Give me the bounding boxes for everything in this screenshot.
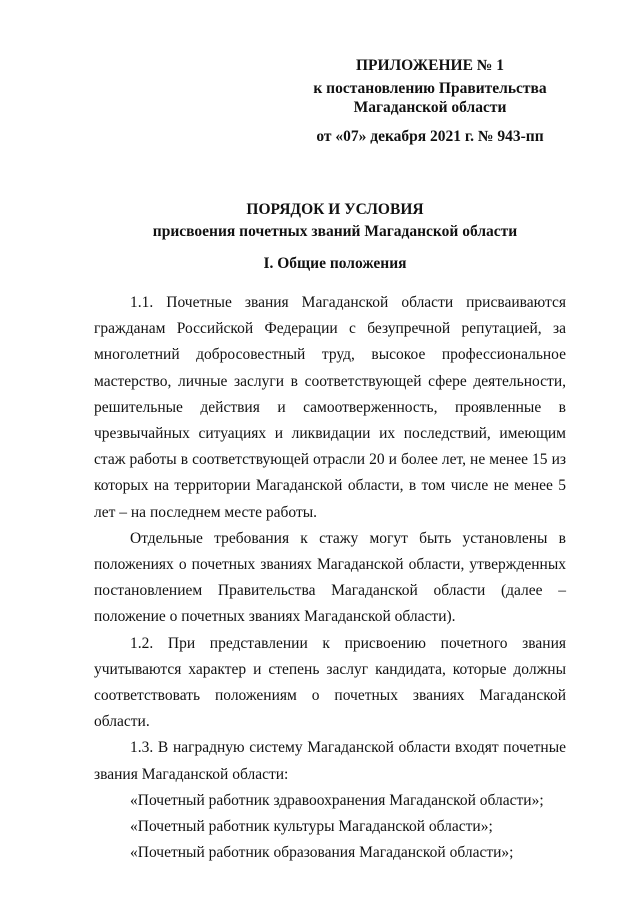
paragraph-1-2: 1.2. При представлении к присвоению почетного звания учитываются характер и степень заслуг кандидата, которые должны соответствовать положениям о почетных званиях Магаданской области. [94, 634, 566, 731]
document-title-main: ПОРЯДОК И УСЛОВИЯ [246, 201, 424, 218]
document-title-sub: присвоения почетных званий Магаданской области [152, 223, 518, 240]
paragraph-1-3: 1.3. В наградную систему Магаданской области входят почетные звания Магаданской области: [94, 739, 566, 783]
paragraph-1-1: 1.1. Почетные звания Магаданской области присваиваются гражданам Российской Федерации с безупречной репутацией, за многолетний добросовестный труд, высокое профессиональное мастерство, личные заслуги в соответствующей сфере деятельности, решительные действия и самоотверженность, проявленные в чрезвычайных ситуациях и ликвидации их последствий, имеющим стаж работы в соответствующей отрасли 20 и более лет, не менее 15 из которых на территории Магаданской области, в том числе не менее 5 лет – на последнем месте работы. [94, 294, 566, 521]
list-item: «Почетный работник здравоохранения Магаданской области»; [130, 791, 544, 809]
list-item: «Почетный работник культуры Магаданской области»; [130, 818, 493, 836]
appendix-line-1: к постановлению Правительства [313, 80, 547, 97]
list-item: «Почетный работник образования Магаданской области»; [130, 844, 514, 862]
appendix-heading: ПРИЛОЖЕНИЕ № 1 [356, 57, 504, 74]
paragraph-stazh: Отдельные требования к стажу могут быть установлены в положениях о почетных званиях Магаданской области, утвержденных постановлением Правительства Магаданской области (далее – положение о почетных званиях Магаданской области). [94, 529, 566, 626]
document-body [94, 290, 566, 866]
section-title: I. Общие положения [263, 255, 407, 272]
appendix-date: от «07» декабря 2021 г. № 943-пп [316, 128, 544, 145]
document-title [90, 199, 580, 243]
appendix-block [300, 56, 560, 146]
appendix-line-2: Магаданской области [353, 99, 507, 116]
